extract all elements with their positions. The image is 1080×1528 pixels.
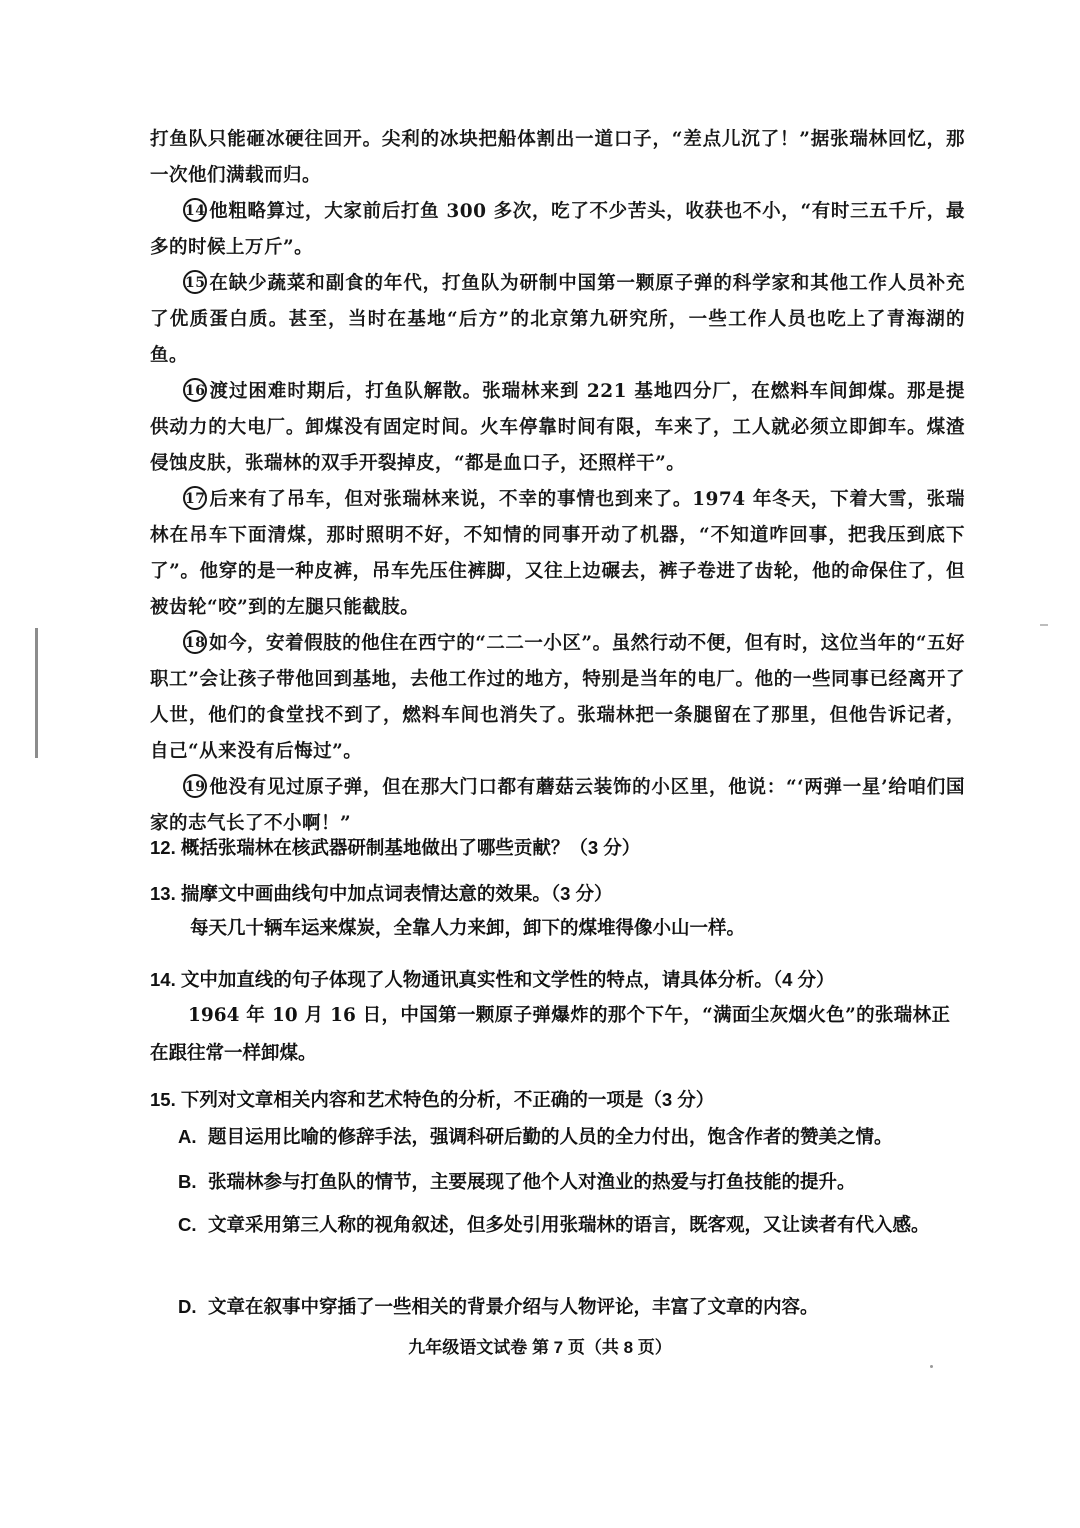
option-a-letter: A.: [178, 1126, 197, 1147]
paragraph-15-text: 在缺少蔬菜和副食的年代，打鱼队为研制中国第一颗原子弹的科学家和其他工作人员补充了优质蛋白质。甚至，当时在基地“后方”的北京第九研究所，一些工作人员也吃上了青海湖的鱼。: [150, 273, 965, 366]
paragraph-14: [150, 194, 965, 266]
paragraph-17: [150, 482, 965, 626]
option-b: [178, 1163, 958, 1201]
question-14: 14. 文中加直线的句子体现了人物通讯真实性和文学性的特点，请具体分析。（4 分）: [150, 969, 835, 990]
scan-dot-mark: [930, 1365, 933, 1368]
scan-dash-mark: [1040, 624, 1048, 626]
paragraph-number-17: 17: [183, 486, 207, 510]
question-14-sentence: 1964 年 10 月 16 日，中国第一颗原子弹爆炸的那个下午，“满面尘灰烟火色”的张瑞林正在跟往常一样卸煤。: [150, 1005, 950, 1064]
paragraph-14-text: 他粗略算过，大家前后打鱼 300 多次，吃了不少苦头，收获也不小，“有时三五千斤，最多的时候上万斤”。: [150, 201, 965, 258]
reading-passage: [150, 122, 965, 842]
question-13: 13. 揣摩文中画曲线句中加点词表情达意的效果。（3 分）: [150, 883, 613, 904]
paragraph-16-text: 渡过困难时期后，打鱼队解散。张瑞林来到 221 基地四分厂，在燃料车间卸煤。那是提供动力的大电厂。卸煤没有固定时间。火车停靠时间有限，车来了，工人就必须立即卸车。煤渣侵蚀皮肤，张瑞林的双手开裂掉皮，“都是血口子，还照样干”。: [150, 381, 965, 474]
paragraph-number-16: 16: [183, 378, 207, 402]
option-b-text: 张瑞林参与打鱼队的情节，主要展现了他个人对渔业的热爱与打鱼技能的提升。: [208, 1171, 856, 1192]
page-footer: 九年级语文试卷 第 7 页（共 8 页）: [408, 1338, 672, 1357]
option-a-text: 题目运用比喻的修辞手法，强调科研后勤的人员的全力付出，饱含作者的赞美之情。: [208, 1126, 893, 1147]
paragraph-17-text: 后来有了吊车，但对张瑞林来说，不幸的事情也到来了。1974 年冬天，下着大雪，张瑞林在吊车下面清煤，那时照明不好，不知情的同事开动了机器，“不知道咋回事，把我压到底下了”。他穿的是一种皮裤，吊车先压住裤脚，又往上边碾去，裤子卷进了齿轮，他的命保住了，但被齿轮“咬”到的左腿只能截肢。: [150, 489, 965, 618]
paragraph-18-text: 如今，安着假肢的他住在西宁的“二二一小区”。虽然行动不便，但有时，这位当年的“五好职工”会让孩子带他回到基地，去他工作过的地方，特别是当年的电厂。他的一些同事已经离开了人世，他们的食堂找不到了，燃料车间也消失了。张瑞林把一条腿留在了那里，但他告诉记者，自己“从来没有后悔过”。: [150, 633, 965, 762]
question-15: 15. 下列对文章相关内容和艺术特色的分析，不正确的一项是（3 分）: [150, 1089, 715, 1110]
option-d-letter: D.: [178, 1296, 197, 1317]
paragraph-15: [150, 266, 965, 374]
paragraph-number-14: 14: [183, 198, 207, 222]
option-d-text: 文章在叙事中穿插了一些相关的背景介绍与人物评论，丰富了文章的内容。: [208, 1296, 819, 1317]
option-d: [178, 1288, 958, 1326]
option-a: [178, 1118, 958, 1156]
question-12: 12. 概括张瑞林在核武器研制基地做出了哪些贡献？（3 分）: [150, 837, 641, 858]
option-c-letter: C.: [178, 1214, 197, 1235]
paragraph-intro: 打鱼队只能砸冰硬往回开。尖利的冰块把船体割出一道口子，“差点儿沉了！”据张瑞林回忆，那一次他们满载而归。: [150, 129, 965, 186]
paragraph-19: [150, 770, 965, 842]
paragraph-19-text: 他没有见过原子弹，但在那大门口都有蘑菇云装饰的小区里，他说：“‘两弹一星’给咱们国家的志气长了不小啊！”: [150, 777, 965, 834]
option-c: [178, 1206, 938, 1244]
paragraph-16: [150, 374, 965, 482]
paragraph-18: [150, 626, 965, 770]
paragraph-number-18: 18: [183, 630, 207, 654]
question-13-sentence: 每天几十辆车运来煤炭，全靠人力来卸，卸下的煤堆得像小山一样。: [190, 918, 746, 939]
paragraph-number-15: 15: [183, 270, 207, 294]
scan-edge-mark: [35, 628, 38, 758]
paragraph-number-19: 19: [183, 774, 207, 798]
option-b-letter: B.: [178, 1171, 197, 1192]
option-c-text: 文章采用第三人称的视角叙述，但多处引用张瑞林的语言，既客观，又让读者有代入感。: [208, 1214, 930, 1235]
